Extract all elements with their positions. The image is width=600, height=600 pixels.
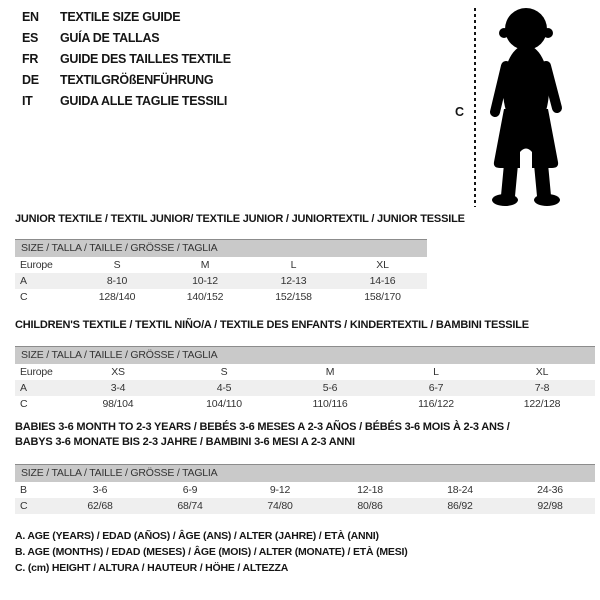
- table-row: [15, 482, 595, 498]
- table-cell: 12-18: [357, 483, 383, 496]
- size-header-row: [15, 240, 427, 257]
- table-cell: 7-8: [489, 380, 595, 396]
- table-cell: 12-13: [249, 273, 338, 289]
- footnote-age-years: A. AGE (YEARS) / EDAD (AÑOS) / ÂGE (ANS) / ALTER (JAHRE) / ETÀ (ANNI): [15, 530, 379, 542]
- language-row: [22, 70, 231, 91]
- language-row: [22, 49, 231, 70]
- language-code: EN: [22, 10, 39, 24]
- table-cell: L: [433, 365, 439, 378]
- size-header-bar: SIZE / TALLA / TAILLE / GRÖSSE / TAGLIA: [15, 465, 595, 482]
- table-cell: 104/110: [206, 397, 242, 410]
- row-label: Europe: [20, 258, 53, 271]
- table-cell: 140/152: [186, 290, 224, 303]
- babies-title-line-1: BABIES 3-6 MONTH TO 2-3 YEARS / BEBÉS 3-6 MESES A 2-3 AÑOS / BÉBÉS 3-6 MOIS À 2-3 ANS /: [15, 421, 510, 433]
- table-cell: M: [325, 365, 335, 378]
- junior-section-title: JUNIOR TEXTILE / TEXTIL JUNIOR/ TEXTILE JUNIOR / JUNIORTEXTIL / JUNIOR TESSILE: [15, 213, 465, 225]
- table-cell: 3-6: [92, 483, 108, 496]
- table-row: [15, 498, 595, 514]
- language-title-list: [22, 7, 231, 112]
- table-row: [15, 364, 595, 380]
- language-code: IT: [22, 94, 33, 108]
- table-cell: 110/116: [312, 397, 348, 410]
- guide-title: GUÍA DE TALLAS: [60, 31, 160, 45]
- table-cell: 128/140: [98, 290, 136, 303]
- babies-title-line-2: BABYS 3-6 MONATE BIS 2-3 JAHRE / BAMBINI 3-6 MESI A 2-3 ANNI: [15, 436, 355, 448]
- language-code: FR: [22, 52, 39, 66]
- table-cell: 18-24: [447, 483, 473, 496]
- guide-title: GUIDE DES TAILLES TEXTILE: [60, 52, 231, 66]
- table-cell: 3-4: [65, 380, 171, 396]
- table-cell: 122/128: [523, 397, 561, 410]
- guide-title: TEXTILE SIZE GUIDE: [60, 10, 181, 24]
- language-code: ES: [22, 31, 39, 45]
- footnote-height-cm: C. (cm) HEIGHT / ALTURA / HAUTEUR / HÖHE / ALTEZZA: [15, 562, 289, 574]
- table-cell: 10-12: [161, 273, 249, 289]
- language-row: [22, 91, 231, 112]
- table-cell: XL: [376, 258, 389, 271]
- language-row: [22, 7, 231, 28]
- table-cell: 158/170: [364, 290, 401, 303]
- legend-footnotes: [15, 528, 408, 576]
- table-cell: 86/92: [415, 498, 505, 514]
- table-cell: 6-9: [182, 483, 198, 496]
- babies-section-title: [15, 420, 510, 450]
- table-cell: 92/98: [505, 498, 595, 514]
- table-cell: 62/68: [55, 498, 145, 514]
- table-row: [15, 289, 427, 305]
- table-cell: 68/74: [145, 498, 235, 514]
- table-cell: M: [200, 258, 210, 271]
- table-row: [15, 396, 595, 412]
- table-cell: 24-36: [537, 483, 563, 496]
- table-cell: 74/80: [235, 498, 325, 514]
- table-row: [15, 273, 427, 289]
- table-cell: L: [290, 258, 297, 271]
- childrens-size-table: [15, 346, 595, 412]
- table-row: [15, 257, 427, 273]
- table-cell: S: [220, 365, 228, 378]
- table-cell: 116/122: [418, 397, 454, 410]
- table-cell: 14-16: [338, 273, 427, 289]
- row-label: C: [20, 290, 28, 303]
- language-code: DE: [22, 73, 39, 87]
- table-cell: 80/86: [325, 498, 415, 514]
- row-label: C: [15, 498, 55, 514]
- table-cell: 8-10: [73, 273, 161, 289]
- height-measure-label: C: [455, 105, 465, 119]
- table-cell: 4-5: [171, 380, 277, 396]
- junior-size-table: [15, 239, 427, 305]
- row-label: A: [15, 380, 65, 396]
- row-label: B: [20, 483, 27, 496]
- row-label: C: [20, 397, 28, 410]
- size-header-bar: SIZE / TALLA / TAILLE / GRÖSSE / TAGLIA: [15, 347, 595, 364]
- babies-size-table: [15, 464, 595, 514]
- footnote-age-months: B. AGE (MONTHS) / EDAD (MESES) / ÂGE (MOIS) / ALTER (MONATE) / ETÀ (MESI): [15, 546, 408, 558]
- row-label: A: [15, 273, 73, 289]
- table-cell: XL: [535, 365, 549, 378]
- table-cell: XS: [111, 365, 125, 378]
- language-row: [22, 28, 231, 49]
- size-header-bar: SIZE / TALLA / TAILLE / GRÖSSE / TAGLIA: [15, 240, 427, 257]
- table-row: [15, 380, 595, 396]
- table-cell: 98/104: [102, 397, 134, 410]
- baby-silhouette-icon: [482, 4, 570, 208]
- table-cell: 5-6: [277, 380, 383, 396]
- table-cell: 6-7: [383, 380, 489, 396]
- guide-title: TEXTILGRÖßENFÜHRUNG: [60, 73, 214, 87]
- height-measure-dashed-line: [474, 8, 476, 207]
- childrens-section-title: CHILDREN'S TEXTILE / TEXTIL NIÑO/A / TEXTILE DES ENFANTS / KINDERTEXTIL / BAMBINI TESSILE: [15, 319, 529, 331]
- table-cell: 9-12: [269, 483, 291, 496]
- table-cell: 152/158: [275, 290, 312, 303]
- table-cell: S: [113, 258, 121, 271]
- row-label: Europe: [20, 365, 53, 378]
- guide-title: GUIDA ALLE TAGLIE TESSILI: [60, 94, 228, 108]
- size-header-row: [15, 347, 595, 364]
- size-header-row: [15, 465, 595, 482]
